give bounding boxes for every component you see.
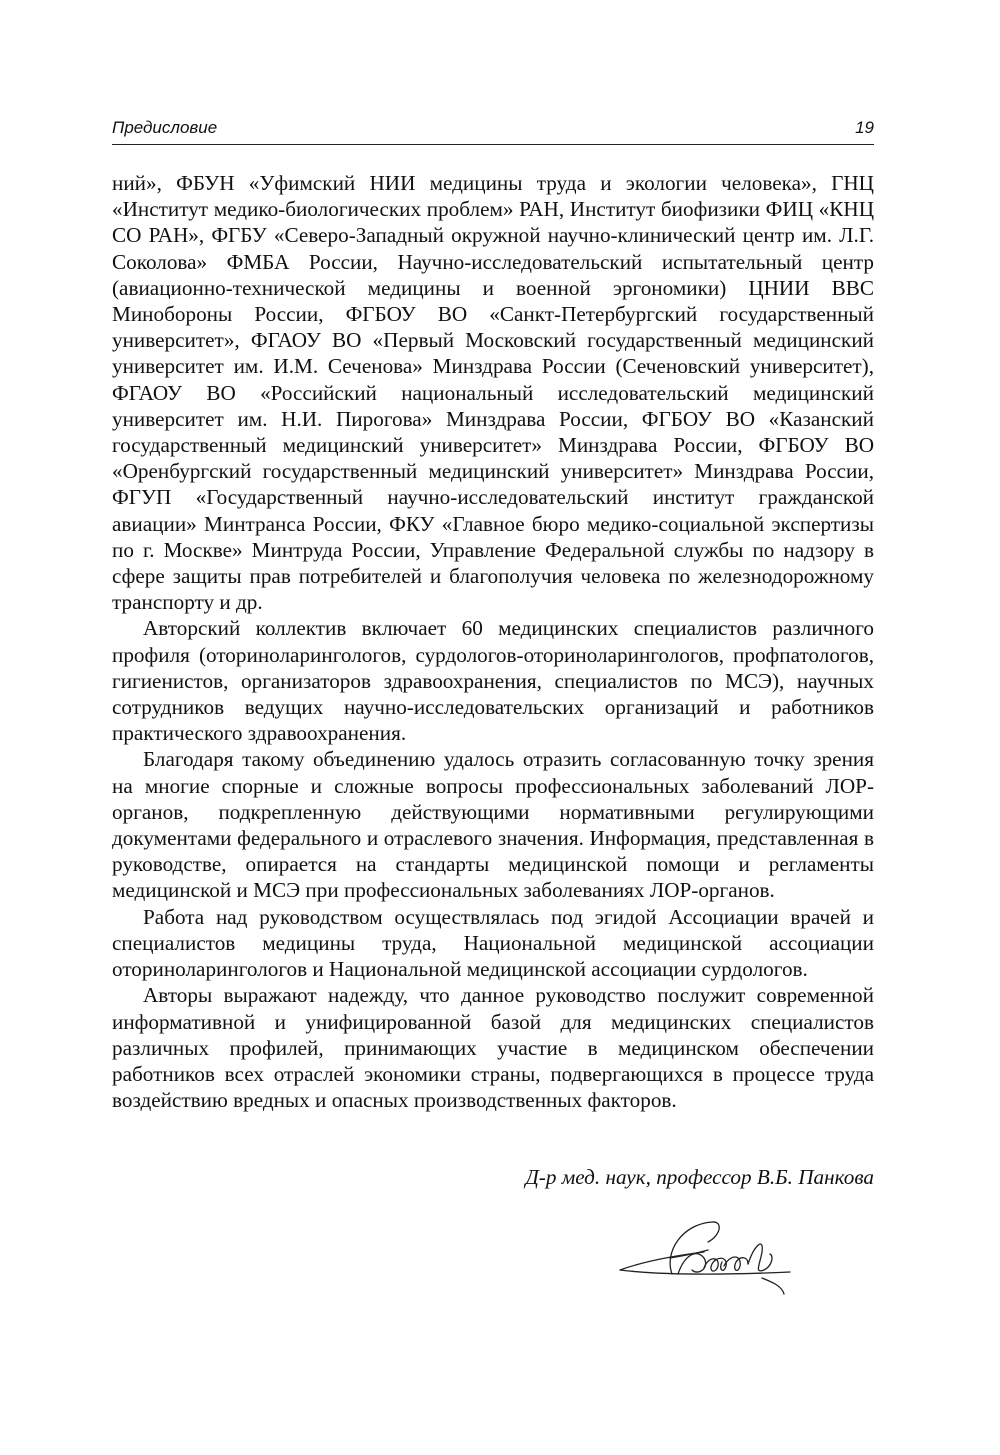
- author-attribution: Д-р мед. наук, профессор В.Б. Панкова: [525, 1165, 874, 1189]
- page-number: 19: [855, 118, 874, 137]
- section-title: Предисловие: [112, 118, 218, 137]
- running-header: [112, 116, 874, 145]
- paragraph-hope: Авторы выражают надежду, что данное руководство послужит современной информативной и унифицированной базой для медицинских специалистов различных профилей, принимающих участие в медицинском обеспечении работников всех отраслей экономики страны, подвергающихся в процессе труда воздействию вредных и опасных производственных факторов.: [112, 983, 874, 1113]
- paragraph-associations: Работа над руководством осуществлялась под эгидой Ассоциации врачей и специалистов медицины труда, Национальной медицинской ассоциации оториноларингологов и Национальной медицинской ассоциации сурдологов.: [112, 904, 874, 982]
- paragraph-continuation: ний», ФБУН «Уфимский НИИ медицины труда и экологии человека», ГНЦ «Институт медико-биологических проблем» РАН, Институт биофизики ФИЦ «КНЦ СО РАН», ФГБУ «Северо-Западный окружной научно-клинический центр им. Л.Г. Соколова» ФМБА России, Научно-исследовательский испытательный центр (авиационно-технической медицины и военной эргономики) ЦНИИ ВВС Минобороны России, ФГБОУ ВО «Санкт-Петербургский государственный университет», ФГАОУ ВО «Первый Московский государственный медицинский университет им. И.М. Сеченова» Минздрава России (Сеченовский университет), ФГАОУ ВО «Российский национальный исследовательский медицинский университет им. Н.И. Пирогова» Минздрава России, ФГБОУ ВО «Казанский государственный медицинский университет» Минздрава России, ФГБОУ ВО «Оренбургский государственный медицинский университет» Минздрава России, ФГУП «Государственный научно-исследовательский институт гражданской авиации» Минтранса России, ФКУ «Главное бюро медико-социальной экспертизы по г. Москве» Минтруда России, Управление Федеральной службы по надзору в сфере защиты прав потребителей и благополучия человека по железнодорожному транспорту и др.: [112, 171, 874, 615]
- paragraph-consensus: Благодаря такому объединению удалось отразить согласованную точку зрения на многие спорные и сложные вопросы профессиональных заболеваний ЛОР-органов, подкрепленную действующими нормативными регулирующими документами федерального и отраслевого значения. Информация, представленная в руководстве, опирается на стандарты медицинской помощи и регламенты медицинской и МСЭ при профессиональных заболеваниях ЛОР-органов.: [112, 747, 874, 903]
- signature-icon: [612, 1212, 802, 1302]
- body-text: [112, 170, 874, 1113]
- paragraph-authors-team: Авторский коллектив включает 60 медицинских специалистов различного профиля (оториноларингологов, сурдологов-оториноларингологов, профпатологов, гигиенистов, организаторов здравоохранения, специалистов по МСЭ), научных сотрудников ведущих научно-исследовательских организаций и работников практического здравоохранения.: [112, 616, 874, 746]
